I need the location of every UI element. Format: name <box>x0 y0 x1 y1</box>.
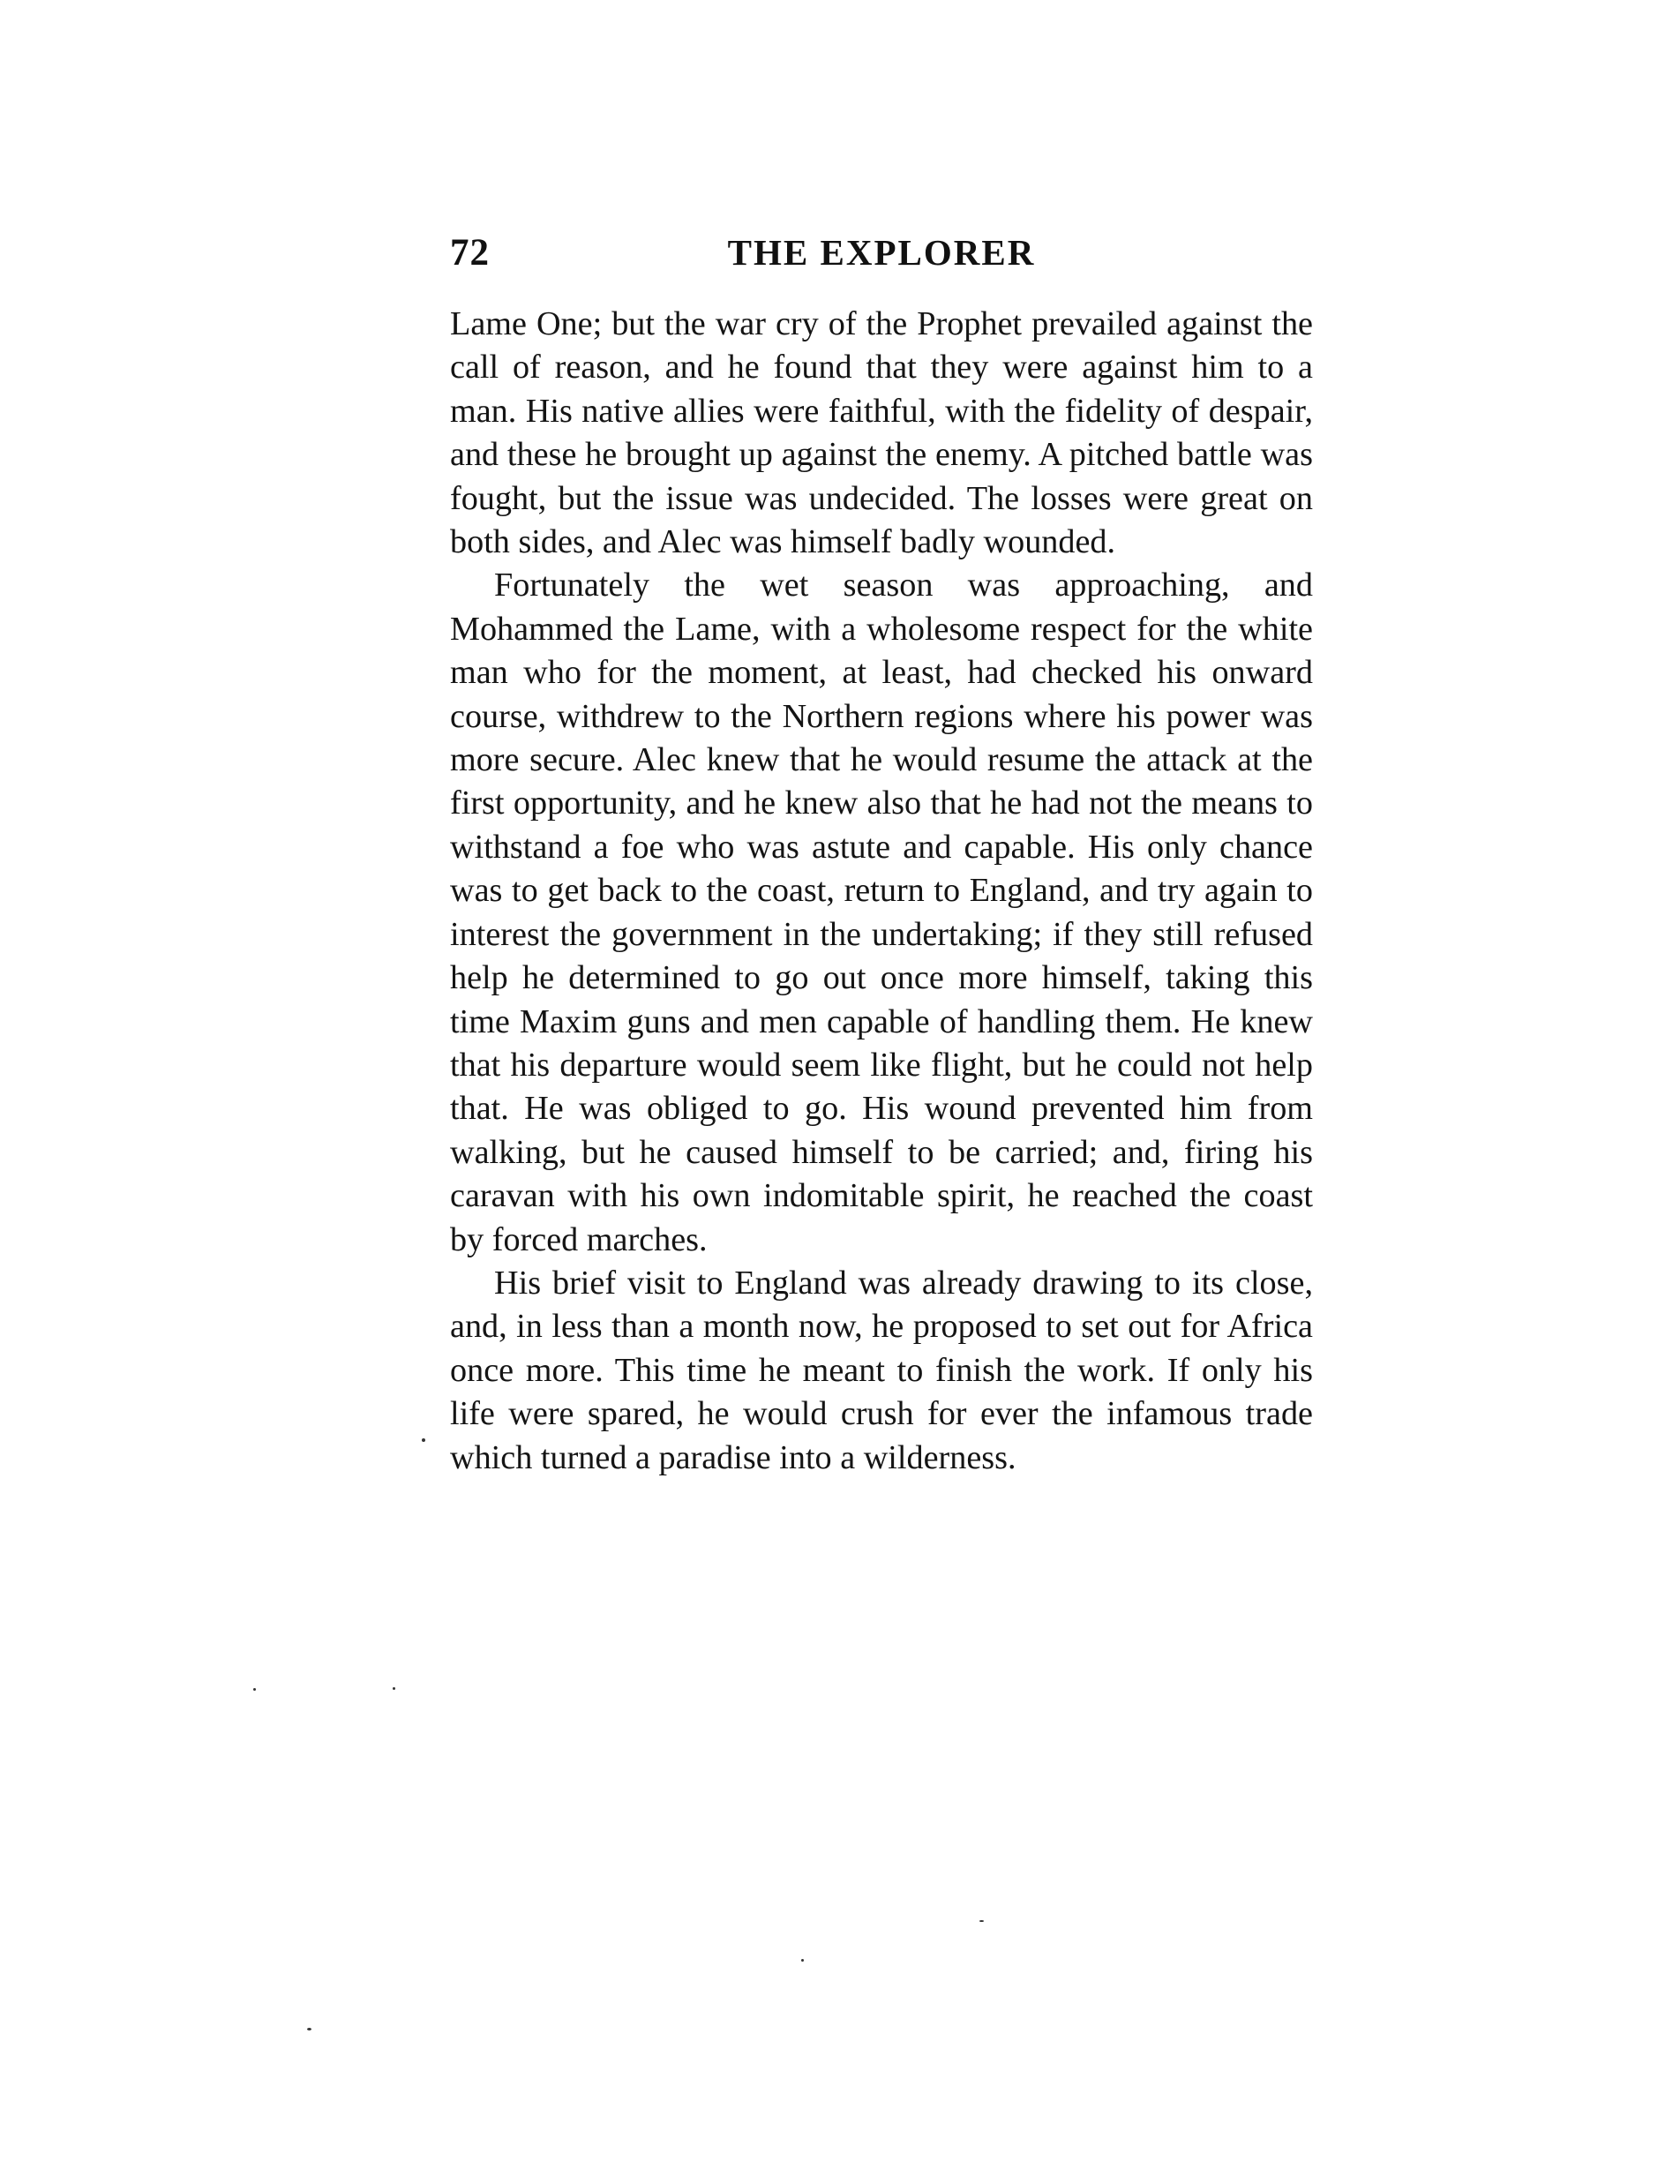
scan-speck <box>979 1920 984 1922</box>
paragraph-2: Fortunately the wet season was approaching, and Mohammed the Lame, with a wholesome respect for the white man who for the moment, at least, had checked his onward course, withdrew to the Northern regions where his power was more secure. Alec knew that he would resume the attack at the first opportunity, and he knew also that he had not the means to withstand a foe who was astute and capable. His only chance was to get back to the coast, return to England, and try again to interest the government in the undertaking; if they still refused help he determined to go out once more himself, taking this time Maxim guns and men capable of handling them. He knew that his departure would seem like flight, but he could not help that. He was obliged to go. His wound prevented him from walking, but he caused himself to be carried; and, firing his caravan with his own indomitable spirit, he reached the coast by forced marches. <box>450 567 1313 1258</box>
scan-speck <box>307 2028 311 2030</box>
paragraph-3: His brief visit to England was already drawing to its close, and, in less than a month now, he proposed to set out for Africa once more. This time he meant to finish the work. If only his life were spared, he would crush for ever the infamous trade which turned a paradise into a wilderness. <box>450 1264 1313 1476</box>
body-text <box>450 303 1313 1480</box>
paragraph-1: Lame One; but the war cry of the Prophet prevailed against the call of reason, and he found that they were against him to a man. His native allies were faithful, with the fidelity of despair, and these he brought up against the enemy. A pitched battle was fought, but the issue was undecided. The losses were great on both sides, and Alec was himself badly wounded. <box>450 305 1313 561</box>
page-number: 72 <box>450 232 490 274</box>
scan-speck <box>393 1687 395 1690</box>
running-title: THE EXPLORER <box>727 232 1036 273</box>
scan-speck <box>422 1438 425 1442</box>
page-header <box>450 231 1313 284</box>
scan-speck <box>801 1959 804 1962</box>
scan-speck <box>253 1688 256 1691</box>
